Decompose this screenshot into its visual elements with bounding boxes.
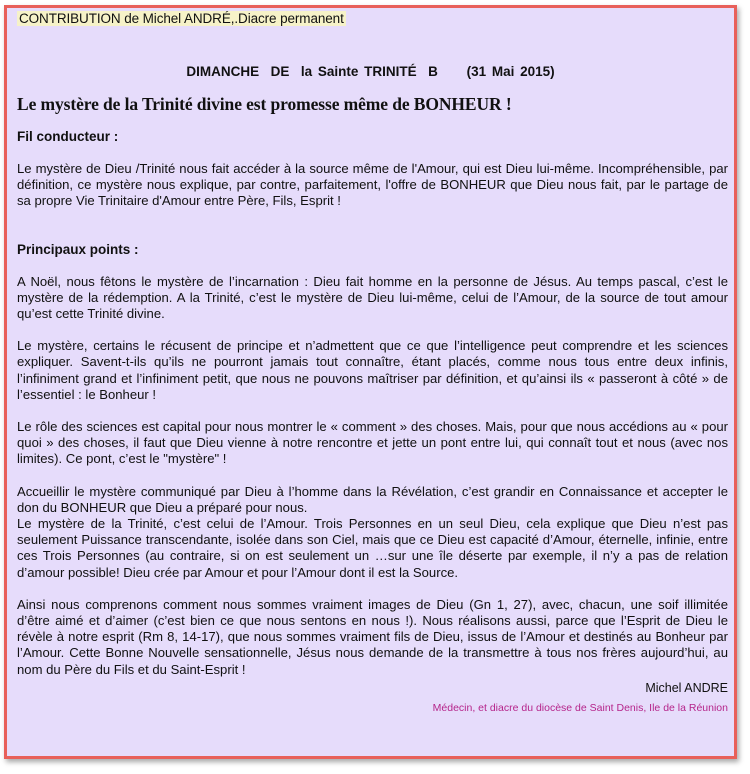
section-heading-principaux-points: Principaux points : (17, 241, 139, 257)
document-body (17, 129, 728, 716)
headline: Le mystère de la Trinité divine est promesse même de BONHEUR ! (17, 94, 512, 114)
paragraph-fil-conducteur: Le mystère de Dieu /Trinité nous fait accéder à la source même de l'Amour, qui est Dieu lui-même. Incompréhensible, par définition, ce mystère nous explique, par contre, parfaitement, l'offre de BONHEUR que Dieu nous fait, par le partage de sa propre Vie Trinitaire d'Amour entre Père, Fils, Esprit ! (17, 161, 728, 209)
document-frame (4, 5, 737, 759)
sunday-title: DIMANCHE DE la Sainte TRINITÉ B (31 Mai 2015) (186, 64, 555, 79)
paragraph: A Noël, nous fêtons le mystère de l’incarnation : Dieu fait homme en la personne de Jésus. Au temps pascal, c’est le mystère de la rédemption. A la Trinité, c’est le mystère de Dieu lui-même, celui de l’Amour, de la source de tout amour qu’est cette Trinité divine. (17, 273, 728, 322)
paragraph: Le mystère de la Trinité, c’est celui de l’Amour. Trois Personnes en un seul Dieu, cela explique que Dieu n’est pas seulement Puissance transcendante, isolée dans son Ciel, mais que ce Dieu est capacité d’Amour, éternelle, infinie, entre ces Trois Personnes (au contraire, si on est seulement un …sur une île déserte par exemple, il n’y a pas de relation d’amour possible! Dieu crée par Amour et pour l’Amour dont il est la Source. (17, 516, 728, 580)
paragraph: Le rôle des sciences est capital pour nous montrer le « comment » des choses. Mais, pour que nous accédions au « pour quoi » des choses, il faut que Dieu vienne à notre rencontre et jette un pont entre lui, qui connaît tout et nous (avec nos limites). Ce pont, c’est le "mystère" ! (17, 419, 728, 467)
author-affiliation: Médecin, et diacre du diocèse de Saint Denis, Ile de la Réunion (432, 701, 728, 714)
paragraph: Ainsi nous comprenons comment nous sommes vraiment images de Dieu (Gn 1, 27), avec, chacun, une soif illimitée d’être aimé et d’aimer (c’est bien ce que nous sentons en nous !). Nous réalisons aussi, parce que l’Esprit de Dieu le révèle à notre esprit (Rm 8, 14-17), que nous sommes vraiment fils de Dieu, issus de l’Amour et destinés au Bonheur par l’Amour. Cette Bonne Nouvelle sensationnelle, Jésus nous demande de la transmettre à tous nos frères aujourd’hui, au nom du Père du Fils et du Saint-Esprit ! (17, 596, 728, 677)
paragraph: Le mystère, certains le récusent de principe et n’admettent que ce que l’intelligence peut comprendre et les sciences expliquer. Savent-t-ils qu’ils ne pourront jamais tout connaître, étant placés, comme nous tous entre deux infinis, l’infiniment grand et l’infiniment petit, que nous ne pouvons maîtriser par définition, et qu’ainsi ils « passeront à côté » de l’essentiel : le Bonheur ! (17, 338, 728, 402)
signature: Michel ANDRE (645, 680, 728, 695)
paragraph: Accueillir le mystère communiqué par Dieu à l’homme dans la Révélation, c’est grandir en Connaissance et accepter le don du BONHEUR que Dieu a préparé pour nous. (17, 483, 728, 515)
contribution-line: CONTRIBUTION de Michel ANDRÉ,.Diacre permanent (19, 11, 344, 26)
section-heading-fil-conducteur: Fil conducteur : (17, 129, 119, 144)
